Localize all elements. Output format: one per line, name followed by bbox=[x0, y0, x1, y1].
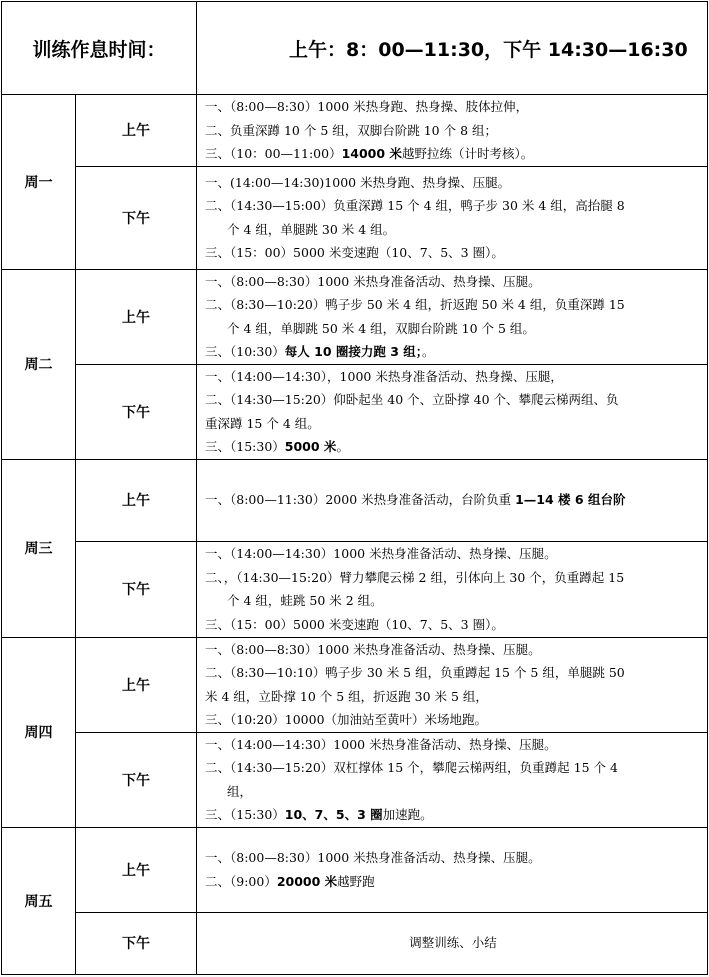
line: 一、（8:00—8:30）1000 米热身准备活动、热身操、压腿。 bbox=[205, 273, 541, 289]
monday-am-content bbox=[197, 95, 708, 167]
bold-text: 每人 10 圈接力跑 3 组； bbox=[284, 344, 423, 359]
line: 三、（15：00）5000 米变速跑（10、7、5、3 圈）。 bbox=[205, 616, 504, 632]
line bbox=[205, 142, 701, 166]
line: 调整训练、小结 bbox=[409, 935, 497, 951]
tuesday-am-content bbox=[197, 269, 708, 364]
bold-text: 5000 米 bbox=[284, 439, 337, 454]
line: 一、（14:00—14:30）1000 米热身准备活动、热身操、压腿。 bbox=[205, 546, 557, 561]
line: 一、（14:00—14:30），1000 米热身准备活动、热身操、压腿， bbox=[205, 368, 563, 384]
line: 个 4 组，单腿跳 30 米 4 组。 bbox=[227, 221, 396, 237]
friday-am-row bbox=[2, 827, 708, 912]
line: 二、，（14:30—15:20）臂力攀爬云梯 2 组，引体向上 30 个，负重蹲起 15 bbox=[205, 569, 625, 585]
bold-text: 14000 米 bbox=[341, 146, 402, 161]
text: 三、（15:30） bbox=[205, 807, 285, 822]
line: 个 4 组，单脚跳 50 米 4 组，双脚台阶跳 10 个 5 组。 bbox=[227, 320, 535, 336]
line: 组， bbox=[227, 783, 253, 799]
text: 越野跑 bbox=[337, 873, 375, 889]
period-pm: 下午 bbox=[76, 541, 197, 637]
tuesday-pm-content bbox=[197, 364, 708, 459]
line: 一、（8:00—8:30）1000 米热身准备活动、热身操、压腿。 bbox=[205, 641, 541, 657]
line: 三、（10:20）10000（加油站至黄叶）米场地跑。 bbox=[205, 712, 488, 727]
wednesday-pm-content bbox=[197, 541, 708, 637]
bold-text: 20000 米 bbox=[276, 873, 338, 889]
line: 二、（14:30—15:20）仰卧起坐 40 个、立卧撑 40 个、攀爬云梯两组、负 bbox=[205, 392, 619, 407]
text: 。 bbox=[336, 439, 349, 454]
text: 二、（9:00） bbox=[205, 873, 277, 889]
friday-pm-content bbox=[197, 912, 708, 974]
period-pm: 下午 bbox=[76, 732, 197, 827]
period-am: 上午 bbox=[76, 95, 197, 167]
friday-pm-row bbox=[2, 912, 708, 974]
line: 一、（8:00—8:30）1000 米热身跑、热身操、肢体拉伸， bbox=[205, 99, 529, 114]
monday-pm-row bbox=[2, 166, 708, 269]
line: 二、负重深蹲 10 个 5 组，双脚台阶跳 10 个 8 组； bbox=[205, 122, 498, 138]
line: 二、（14:30—15:00）负重深蹲 15 个 4 组，鸭子步 30 米 4 组，高抬腿 8 bbox=[205, 198, 625, 213]
day-label-thursday: 周四 bbox=[2, 637, 76, 827]
line bbox=[205, 803, 701, 827]
line bbox=[205, 435, 701, 459]
line bbox=[205, 488, 701, 512]
period-pm: 下午 bbox=[76, 364, 197, 459]
line: 二、（14:30—15:20）双杠撑体 15 个，攀爬云梯两组，负重蹲起 15 个 4 bbox=[205, 760, 618, 775]
day-label-monday: 周一 bbox=[2, 95, 76, 270]
text: 加速跑。 bbox=[382, 807, 433, 822]
thursday-pm-row bbox=[2, 732, 708, 827]
text: 。 bbox=[422, 344, 435, 359]
tuesday-pm-row bbox=[2, 364, 708, 459]
friday-am-content bbox=[197, 827, 708, 912]
text: 越野拉练（计时考核）。 bbox=[401, 146, 534, 161]
day-label-wednesday: 周三 bbox=[2, 459, 76, 637]
text: 三、（10：00—11:00） bbox=[205, 146, 342, 161]
tuesday-am-row bbox=[2, 269, 708, 364]
period-am: 上午 bbox=[76, 827, 197, 912]
line: 一、（8:00—8:30）1000 米热身准备活动、热身操、压腿。 bbox=[205, 850, 541, 865]
line bbox=[205, 340, 701, 364]
period-am: 上午 bbox=[76, 459, 197, 541]
line: 三、（15：00）5000 米变速跑（10、7、5、3 圈）。 bbox=[205, 245, 504, 260]
bold-text: 1—14 楼 6 组台阶 bbox=[515, 492, 626, 508]
line: 一、(14:00—14:30)1000 米热身跑、热身操、压腿。 bbox=[205, 174, 511, 190]
line: 重深蹲 15 个 4 组。 bbox=[205, 415, 320, 431]
period-pm: 下午 bbox=[76, 166, 197, 269]
day-label-tuesday: 周二 bbox=[2, 269, 76, 459]
schedule-table bbox=[1, 1, 708, 975]
thursday-am-row bbox=[2, 637, 708, 732]
schedule-hours: 上午：8：00—11:30，下午 14:30—16:30 bbox=[197, 2, 708, 95]
line: 个 4 组，蛙跳 50 米 2 组。 bbox=[227, 593, 383, 608]
header-row bbox=[2, 2, 708, 95]
text: 三、（15:30） bbox=[205, 439, 285, 454]
wednesday-pm-row bbox=[2, 541, 708, 637]
text: 三、（10:30） bbox=[205, 344, 285, 359]
day-label-friday: 周五 bbox=[2, 827, 76, 974]
period-am: 上午 bbox=[76, 637, 197, 732]
line: 二、（8:30—10:20）鸭子步 50 米 4 组，折返跑 50 米 4 组，负重深蹲 15 bbox=[205, 297, 625, 312]
period-pm: 下午 bbox=[76, 912, 197, 974]
line bbox=[205, 870, 701, 894]
wednesday-am-content bbox=[197, 459, 708, 541]
text: 一、（8:00—11:30）2000 米热身准备活动，台阶负重 bbox=[205, 492, 516, 508]
schedule-label: 训练作息时间： bbox=[2, 2, 197, 95]
line: 二、（8:30—10:10）鸭子步 30 米 5 组，负重蹲起 15 个 5 组，单腿跳 50 bbox=[205, 665, 625, 680]
monday-am-row bbox=[2, 95, 708, 167]
thursday-am-content bbox=[197, 637, 708, 732]
monday-pm-content bbox=[197, 166, 708, 269]
line: 一、（14:00—14:30）1000 米热身准备活动、热身操、压腿。 bbox=[205, 736, 557, 752]
period-am: 上午 bbox=[76, 269, 197, 364]
wednesday-am-row bbox=[2, 459, 708, 541]
thursday-pm-content bbox=[197, 732, 708, 827]
line: 米 4 组，立卧撑 10 个 5 组，折返跑 30 米 5 组， bbox=[205, 688, 488, 704]
bold-text: 10、7、5、3 圈 bbox=[284, 807, 383, 822]
